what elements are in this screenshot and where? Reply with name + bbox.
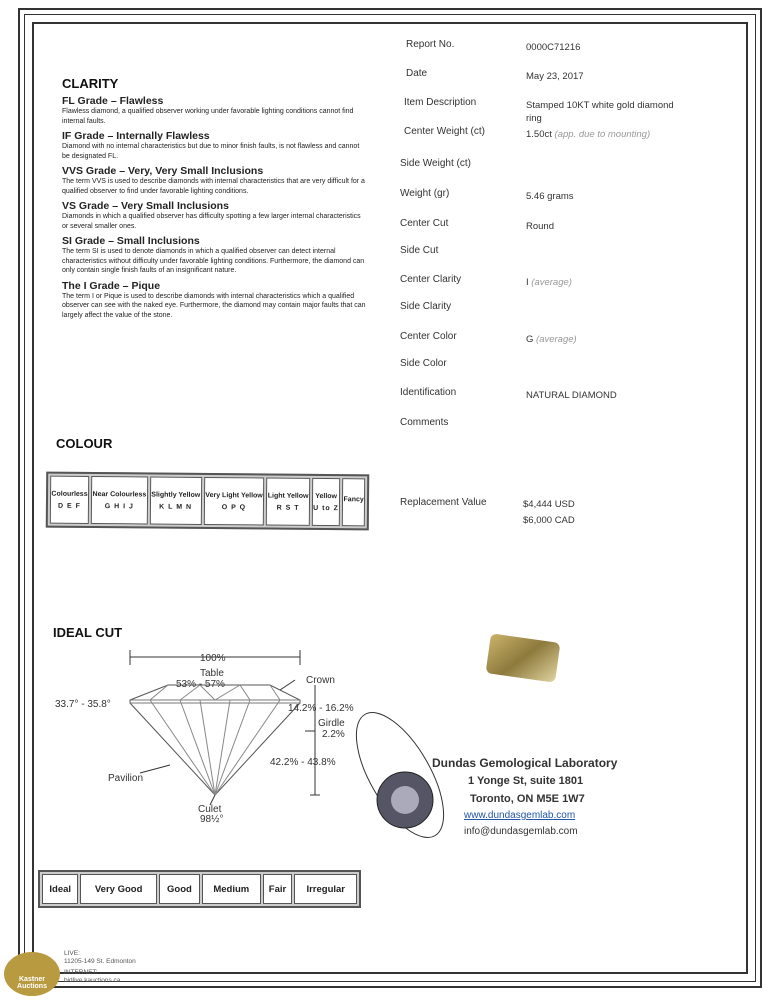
width-label: 100% — [200, 653, 226, 664]
culet-value: 98½° — [200, 814, 224, 825]
colour-name: Near Colourless — [92, 490, 147, 498]
internet-address: bidlive.kauctions.ca — [64, 977, 121, 984]
colour-grades: G H I J — [104, 502, 134, 510]
cut-grade-cell: Irregular — [294, 874, 357, 904]
cut-grade-cell: Ideal — [42, 874, 78, 904]
report-label: Center Clarity — [400, 274, 462, 285]
clarity-grade-title: SI Grade – Small Inclusions — [62, 235, 200, 247]
clarity-grade-title: VVS Grade – Very, Very Small Inclusions — [62, 165, 264, 177]
crown-height: 14.2% - 16.2% — [288, 703, 354, 714]
colour-name: Fancy — [343, 496, 364, 504]
report-value — [526, 333, 676, 346]
colour-cell — [342, 478, 365, 526]
table-label: Table — [200, 668, 224, 679]
report-label: Center Weight (ct) — [404, 126, 485, 137]
clarity-grade-text: The term I or Pique is used to describe diamonds with internal characteristics which a qualified observer can see with the naked eye. Furthermore, the diamond may contain major faults that can largely affect the value of the stone. — [62, 292, 366, 319]
colour-grades: K L M N — [159, 503, 193, 511]
report-value — [526, 190, 676, 203]
colour-name: Colourless — [51, 490, 88, 498]
colour-name: Very Light Yellow — [205, 491, 263, 499]
report-value-text: 5.46 grams — [526, 191, 574, 202]
colour-grades: O P Q — [221, 503, 247, 511]
report-value-note: (app. due to mounting) — [554, 129, 651, 140]
report-value-note: (average) — [531, 277, 572, 288]
cut-grade-table — [38, 870, 361, 908]
report-label: Weight (gr) — [400, 188, 450, 199]
report-value — [526, 99, 676, 125]
report-value — [526, 70, 676, 83]
lab-address-1: 1 Yonge St, suite 1801 — [468, 775, 584, 787]
report-value-text: I — [526, 277, 529, 288]
cut-grade-cell: Very Good — [80, 874, 156, 904]
report-value-text: G — [526, 334, 534, 345]
colour-cell — [203, 477, 264, 526]
colour-scale-table — [46, 472, 369, 531]
cut-grade-cell: Fair — [263, 874, 293, 904]
colour-cell — [150, 476, 202, 524]
replacement-usd: $4,444 USD — [523, 499, 575, 510]
clarity-grade-text: The term SI is used to denote diamonds in which a qualified observer can detect internal characteristics without difficulty under favorable lighting conditions. Furthermore, the diamond can only contain single finish faults of an insignificant nature. — [62, 248, 365, 274]
clarity-section — [62, 76, 367, 320]
crown-label: Crown — [306, 675, 335, 686]
report-label: Center Color — [400, 331, 457, 342]
pavilion-depth: 42.2% - 43.8% — [270, 757, 336, 768]
watermark-info — [64, 950, 136, 985]
lab-name: Dundas Gemological Laboratory — [432, 756, 618, 770]
colour-grades: U to Z — [313, 504, 339, 512]
report-label: Side Clarity — [400, 301, 452, 312]
report-label: Center Cut — [400, 218, 449, 229]
clarity-grade-title: IF Grade – Internally Flawless — [62, 130, 210, 142]
colour-cell — [50, 476, 89, 524]
report-value-text: 0000C71216 — [526, 42, 581, 53]
report-label: Side Weight (ct) — [400, 158, 471, 169]
girdle-value: 2.2% — [322, 729, 345, 740]
report-label: Side Color — [400, 358, 447, 369]
ideal-cut-title: IDEAL CUT — [53, 625, 123, 640]
lab-website-link[interactable]: www.dundasgemlab.com — [464, 810, 576, 821]
lab-address-2: Toronto, ON M5E 1W7 — [470, 793, 585, 805]
colour-cell — [312, 478, 341, 526]
colour-grades: D E F — [57, 502, 81, 510]
colour-name: Slightly Yellow — [151, 491, 201, 499]
cut-grade-cell: Good — [159, 874, 200, 904]
report-value-text: May 23, 2017 — [526, 71, 584, 82]
colour-name: Yellow — [315, 492, 338, 500]
report-label: Date — [406, 68, 428, 79]
report-value-note: (average) — [536, 334, 577, 345]
culet-label: Culet — [198, 804, 222, 815]
live-label: LIVE: — [64, 950, 80, 957]
clarity-grade-title: VS Grade – Very Small Inclusions — [62, 200, 229, 212]
replacement-cad: $6,000 CAD — [523, 515, 575, 526]
kastner-logo: Kastner Auctions — [4, 952, 60, 996]
cut-grade-cell: Medium — [202, 874, 260, 904]
colour-cell — [266, 478, 310, 526]
report-value — [526, 41, 676, 54]
report-value-text: NATURAL DIAMOND — [526, 390, 617, 401]
report-value-text: 1.50ct — [526, 129, 552, 140]
clarity-grade-text: Diamond with no internal characteristics but due to minor finish faults, is not flawless and cannot be designated FL. — [62, 143, 360, 160]
report-value — [526, 220, 676, 233]
report-value — [526, 276, 676, 289]
lab-email: info@dundasgemlab.com — [464, 826, 578, 837]
clarity-title: CLARITY — [62, 76, 119, 91]
report-label: Comments — [400, 417, 449, 428]
clarity-grade-text: The term VVS is used to describe diamonds with internal characteristics that are very difficult for a qualified observer to find under favorable lighting conditions. — [62, 178, 365, 195]
clarity-grade-title: FL Grade – Flawless — [62, 95, 164, 107]
colour-cell — [91, 476, 148, 524]
girdle-label: Girdle — [318, 718, 345, 729]
clarity-grade-text: Diamonds in which a qualified observer has difficulty spotting a few larger internal characteristics or several smaller ones. — [62, 213, 361, 230]
report-value-text: Round — [526, 221, 554, 232]
clarity-grade-title: The I Grade – Pique — [62, 279, 161, 292]
ideal-cut-diagram — [50, 645, 370, 830]
colour-name: Light Yellow — [267, 492, 309, 500]
crown-angle: 33.7° - 35.8° — [55, 699, 111, 710]
report-value — [526, 128, 676, 141]
colour-title: COLOUR — [56, 436, 113, 451]
colour-grades: R S T — [276, 504, 300, 512]
report-label: Identification — [400, 387, 457, 398]
report-value-text: Stamped 10KT white gold diamond ring — [526, 100, 674, 124]
pavilion-label: Pavilion — [108, 773, 144, 784]
lab-seal — [355, 690, 445, 850]
internet-label: INTERNET: — [64, 969, 98, 976]
report-value — [526, 389, 676, 402]
report-label: Side Cut — [400, 245, 439, 256]
replacement-label: Replacement Value — [400, 497, 487, 508]
table-value: 53% - 57% — [176, 679, 225, 690]
report-label: Report No. — [406, 39, 455, 50]
report-label: Item Description — [404, 97, 477, 108]
clarity-grade-text: Flawless diamond, a qualified observer working under favorable lighting conditions cannot find internal faults. — [62, 108, 354, 125]
live-address: 11205-149 St. Edmonton — [64, 958, 136, 965]
